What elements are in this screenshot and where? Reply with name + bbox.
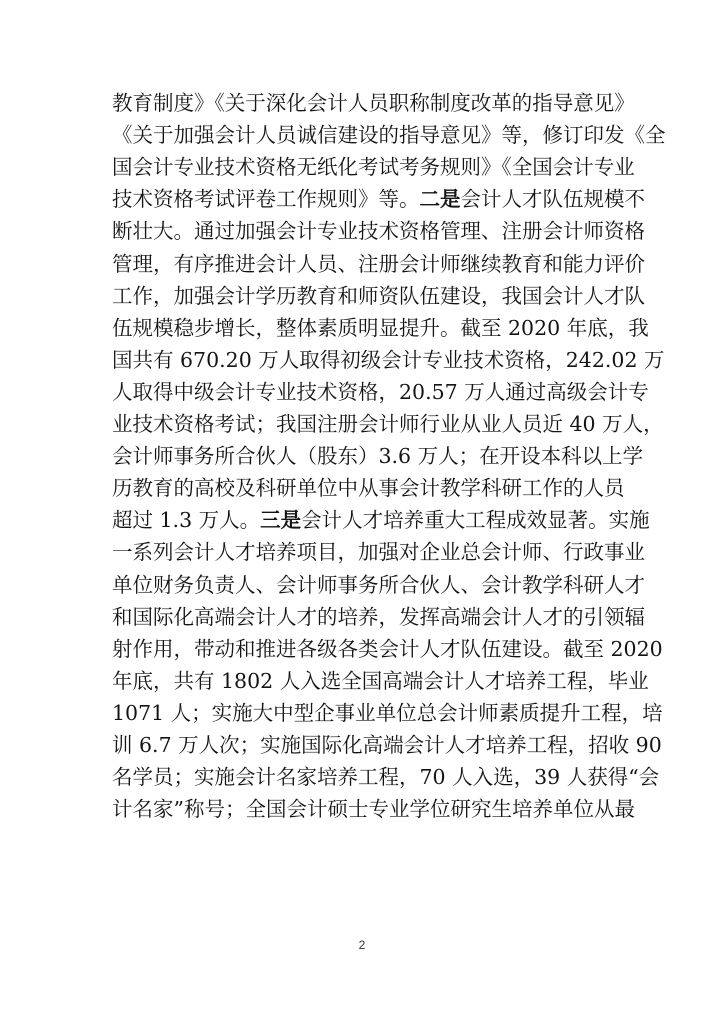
text-line [112, 570, 645, 600]
text-segment: 伍规模稳步增长，整体素质明显提升。截至 2020 年底，我 [112, 316, 649, 340]
text-line [112, 634, 663, 664]
text-line [112, 602, 645, 632]
text-line [112, 698, 663, 728]
text-line [112, 762, 660, 792]
text-line [112, 281, 645, 311]
text-segment: 国共有 670.20 万人取得初级会计专业技术资格，242.02 万 [112, 348, 665, 372]
bold-emphasis: 二是 [419, 187, 461, 211]
text-line [112, 730, 662, 760]
text-line [112, 152, 635, 182]
text-segment: 技术资格考试评卷工作规则》等。 [112, 187, 420, 211]
text-segment: 历教育的高校及科研单位中从事会计教学科研工作的人员 [112, 476, 625, 500]
text-line [112, 216, 645, 246]
text-segment: 计名家”称号；全国会计硕士专业学位研究生培养单位从最 [112, 797, 635, 821]
text-segment: 《关于加强会计人员诚信建设的指导意见》等，修订印发《全 [112, 123, 666, 147]
text-line [112, 249, 645, 279]
text-segment: 超过 1.3 万人。 [112, 508, 261, 532]
text-segment: 和国际化高端会计人才的培养，发挥高端会计人才的引领辐 [112, 605, 645, 629]
text-line [112, 120, 666, 150]
text-segment: 1071 人；实施大中型企事业单位总会计师素质提升工程，培 [112, 701, 663, 725]
text-segment: 会计师事务所合伙人（股东）3.6 万人；在开设本科以上学 [112, 444, 644, 468]
text-segment: 工作，加强会计学历教育和师资队伍建设，我国会计人才队 [112, 284, 645, 308]
text-segment: 一系列会计人才培养项目，加强对企业总会计师、行政事业 [112, 540, 645, 564]
text-segment: 管理，有序推进会计人员、注册会计师继续教育和能力评价 [112, 252, 645, 276]
text-segment: 射作用，带动和推进各级各类会计人才队伍建设。截至 2020 [112, 637, 663, 661]
text-segment: 单位财务负责人、会计师事务所合伙人、会计教学科研人才 [112, 573, 645, 597]
text-line [112, 441, 644, 471]
text-segment: 国会计专业技术资格无纸化考试考务规则》《全国会计专业 [112, 155, 635, 179]
text-segment: 人取得中级会计专业技术资格，20.57 万人通过高级会计专 [112, 380, 649, 404]
text-line [112, 184, 645, 214]
text-line [112, 409, 664, 439]
text-line [112, 505, 650, 535]
text-segment: 训 6.7 万人次；实施国际化高端会计人才培养工程，招收 90 [112, 733, 662, 757]
text-segment: 会计人才培养重大工程成效显著。实施 [301, 508, 650, 532]
text-segment: 名学员；实施会计名家培养工程，70 人入选，39 人获得“会 [112, 765, 660, 789]
page-number: 2 [358, 938, 366, 952]
text-line [112, 537, 645, 567]
text-line [112, 473, 625, 503]
text-segment: 会计人才队伍规模不 [460, 187, 645, 211]
text-segment: 年底，共有 1802 人入选全国高端会计人才培养工程，毕业 [112, 669, 649, 693]
text-segment: 教育制度》《关于深化会计人员职称制度改革的指导意见》 [112, 91, 635, 115]
text-segment: 断壮大。通过加强会计专业技术资格管理、注册会计师资格 [112, 219, 645, 243]
text-line [112, 794, 635, 824]
text-line [112, 345, 665, 375]
text-segment: 业技术资格考试；我国注册会计师行业从业人员近 40 万人， [112, 412, 664, 436]
text-line [112, 666, 649, 696]
text-line [112, 313, 649, 343]
bold-emphasis: 三是 [260, 508, 302, 532]
text-line [112, 377, 649, 407]
text-line [112, 88, 635, 118]
